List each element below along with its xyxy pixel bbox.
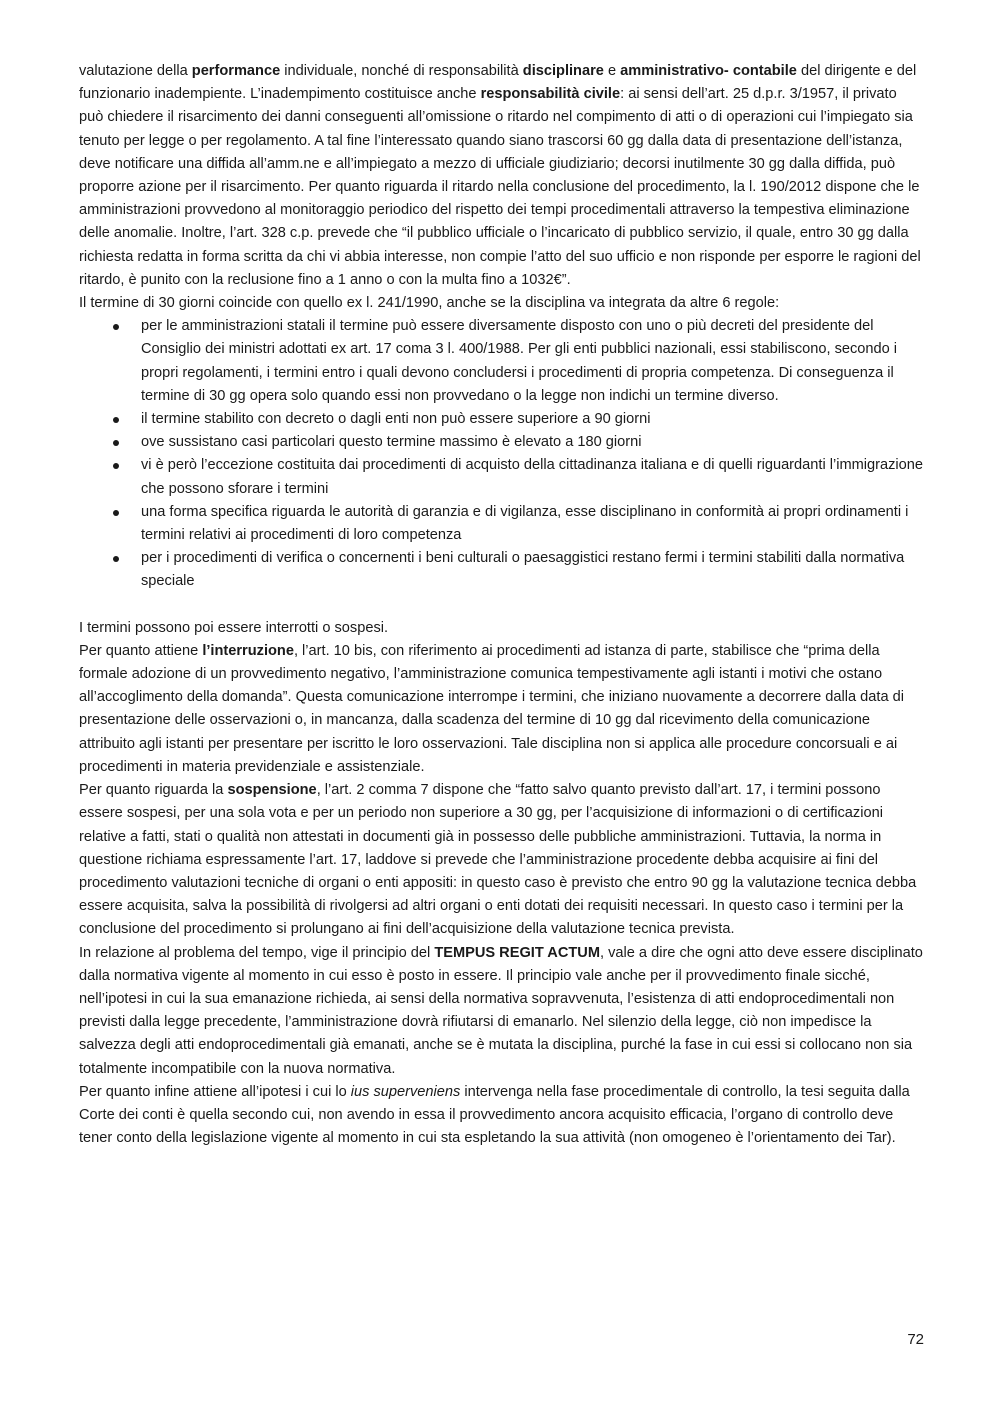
- list-item: ove sussistano casi particolari questo termine massimo è elevato a 180 giorni: [141, 431, 924, 454]
- paragraph-sospensione: [79, 779, 924, 941]
- bold-term-interruzione: l’interruzione: [202, 642, 294, 659]
- text-run: e: [603, 63, 621, 79]
- text-run: In relazione al problema del tempo, vige il principio del: [79, 944, 435, 961]
- italic-term-ius-superveniens: ius superveniens: [350, 1083, 461, 1100]
- text-run: Per quanto riguarda la: [79, 782, 228, 799]
- list-item: una forma specifica riguarda le autorità di garanzia e di vigilanza, esse disciplinano in conformità ai propri ordinamenti i termini relativi ai procedimenti di loro competenza: [141, 501, 924, 547]
- text-run: : ai sensi dell’art. 25 d.p.r. 3/1957, il privato può chiedere il risarcimento dei danni conseguenti all’omissione o ritardo nel compimento di atti o di operazioni cui l’impiegato sia tenuto per legge o per regolamento. A tal fine l’interessato quando siano trascorsi 60 gg dalla data di presentazione dell’istanza, deve notificare una diffida all’amm.ne e all’impiegato a mezzo di ufficiale giudiziario; decorsi inutilmente 30 gg dalla diffida, può proporre azione per il risarcimento. Per quanto riguarda il ritardo nella conclusione del procedimento, la l. 190/2012 dispone che le amministrazioni provvedono al monitoraggio periodico del rispetto dei tempi procedimentali attraverso la tempestiva eliminazione delle anomalie. Inoltre, l’art. 328 c.p. prevede che “il pubblico ufficiale o l’incaricato di pubblico servizio, il quale, entro 30 gg dalla richiesta redatta in forma scritta da chi vi abbia interesse, non compie l’atto del suo ufficio e non risponde per esporre le ragioni del ritardo, è punito con la reclusione fino a 1 anno o con la multa fino a 1032€”.: [79, 86, 921, 288]
- paragraph-termini-interrotti: I termini possono poi essere interrotti o sospesi.: [79, 619, 389, 636]
- text-run: Per quanto infine attiene all’ipotesi i cui lo: [79, 1083, 351, 1100]
- paragraph-tempus-regit-actum: [79, 942, 924, 1081]
- bold-term-responsabilita-civile: responsabilità civile: [480, 86, 621, 103]
- text-run: , l’art. 10 bis, con riferimento ai procedimenti ad istanza di parte, stabilisce che “prima della formale adozione di un provvedimento negativo, l’amministrazione comunica tempestivamente agli istanti i motivi che ostano all’accoglimento della domanda”. Questa comunicazione interrompe i termini, che iniziano nuovamente a decorrere dalla data di presentazione delle osservazioni o, in mancanza, dalla scadenza del termine di 10 gg dal ricevimento della comunicazione attribuito agli istanti per presentare per iscritto le loro osservazioni. Tale disciplina non si applica alle procedure concorsuali e ai procedimenti in materia previdenziale e assistenziale.: [79, 642, 905, 775]
- text-run: del dirigente e del funzionario inadempiente. L’inadempimento costituisce anche: [79, 63, 917, 103]
- text-run: , vale a dire che ogni atto deve essere disciplinato dalla normativa vigente al momento in cui esso è posto in essere. Il principio vale anche per il provvedimento finale sicché, nell’ipotesi in cui la sua emanazione richieda, ai sensi della normativa sopravvenuta, l’esistenza di atti endoprocedimentali non previsti dalla legge precedente, l’amministrazione dovrà rifiutarsi di emanarlo. Nel silenzio della legge, ciò non impedisce la salvezza degli atti endoprocedimentali già emanati, anche se è mutata la disciplina, purché la fase in cui essi si collocano non sia totalmente incompatibile con la nuova normativa.: [79, 944, 923, 1077]
- text-run: intervenga nella fase procedimentale di controllo, la tesi seguita dalla Corte dei conti è quella secondo cui, non avendo in essa il provvedimento ancora acquisito efficacia, l’organo di controllo deve tener conto della legislazione vigente al momento in cui sta espletando la sua attività (non omogeneo è l’orientamento dei Tar).: [79, 1083, 910, 1147]
- list-item: il termine stabilito con decreto o dagli enti non può essere superiore a 90 giorni: [141, 408, 924, 431]
- bold-term-disciplinare: disciplinare: [522, 63, 604, 79]
- bullet-list-regole: [79, 315, 924, 593]
- bold-term-sospensione: sospensione: [227, 782, 317, 799]
- paragraph-spacer: [79, 594, 924, 617]
- list-item: vi è però l’eccezione costituita dai procedimenti di acquisto della cittadinanza italiana e di quelli riguardanti l’immigrazione che possono sforare i termini: [141, 454, 924, 500]
- paragraph-responsabilita: [79, 60, 924, 292]
- list-item: per i procedimenti di verifica o concernenti i beni culturali o paesaggistici restano fermi i termini stabiliti dalla normativa speciale: [141, 547, 924, 593]
- list-item: per le amministrazioni statali il termine può essere diversamente disposto con uno o più decreti del presidente del Consiglio dei ministri adottati ex art. 17 coma 3 l. 400/1988. Per gli enti pubblici nazionali, essi stabiliscono, secondo i propri regolamenti, i termini entro i quali devono concludersi i procedimenti di propria competenza. Di conseguenza il termine di 30 gg opera solo quando essi non provvedano o la legge non indichi un termine diverso.: [141, 315, 924, 408]
- paragraph-interruzione: [79, 640, 924, 779]
- paragraph-ius-superveniens: [79, 1081, 924, 1151]
- paragraph-termine-30-giorni: Il termine di 30 giorni coincide con quello ex l. 241/1990, anche se la disciplina va integrata da altre 6 regole:: [79, 295, 780, 312]
- text-run: , l’art. 2 comma 7 dispone che “fatto salvo quanto previsto dall’art. 17, i termini possono essere sospesi, per una sola vota e per un periodo non superiore a 30 gg, per l’acquisizione di informazioni o di certificazioni relative a fatti, stati o qualità non attestati in documenti già in possesso delle pubbliche amministrazioni. Tuttavia, la norma in questione richiama espressamente l’art. 17, laddove si prevede che l’amministrazione procedente debba acquisire ai fini del procedimento valutazioni tecniche di organi o enti appositi: in questo caso è previsto che entro 90 gg la valutazione tecnica debba essere acquisita, salva la possibilità di rivolgersi ad altri organi o enti dotati dei requisiti necessari. In questo caso i termini per la conclusione del procedimento si prolungano ai fini dell’acquisizione della valutazione tecnica prevista.: [79, 782, 917, 938]
- page-number: 72: [907, 1331, 924, 1348]
- bold-term-performance: performance: [191, 63, 281, 79]
- bold-term-amministrativo-contabile: amministrativo- contabile: [620, 63, 797, 79]
- text-run: individuale, nonché di responsabilità: [280, 63, 523, 79]
- bold-term-tempus-regit-actum: TEMPUS REGIT ACTUM: [434, 944, 600, 961]
- text-run: Per quanto attiene: [79, 642, 203, 659]
- text-run: valutazione della: [79, 63, 192, 79]
- document-page: [79, 60, 924, 1150]
